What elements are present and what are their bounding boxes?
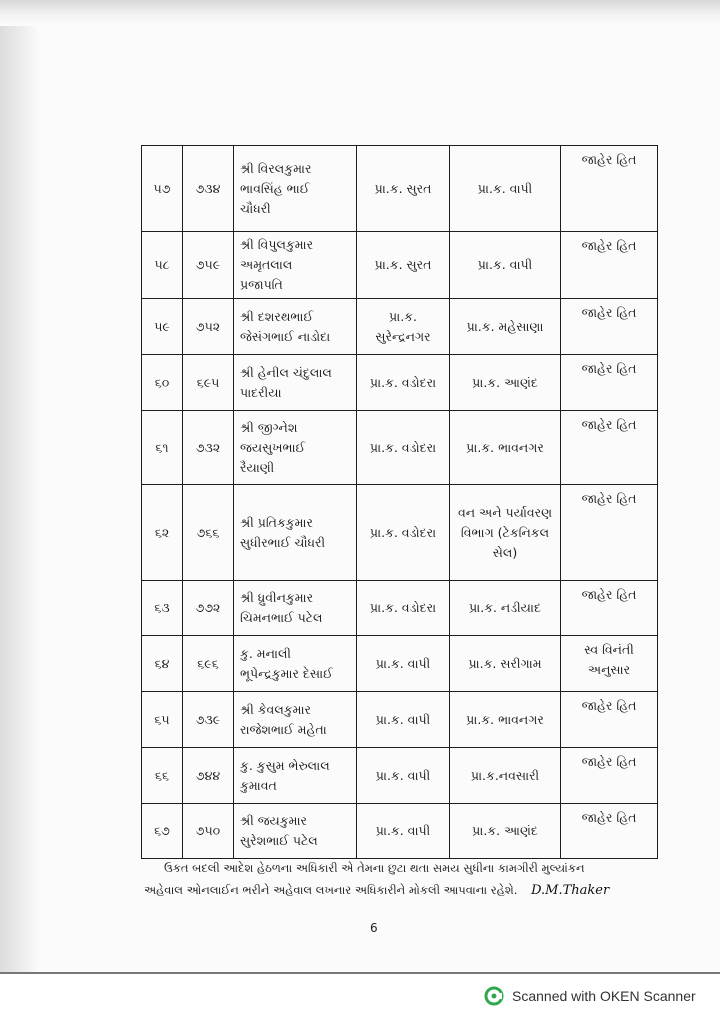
row-remark <box>561 804 658 859</box>
table-row <box>142 748 658 804</box>
row-employee-name <box>234 748 357 804</box>
row-employee-id: ૭૩૯ <box>183 692 234 748</box>
row-serial-number: ૬૬ <box>142 748 183 804</box>
employee-name-line: કુ. કુસુમ ભેરુલાલ <box>240 757 330 773</box>
employee-name-line: રૈયાણી <box>240 459 275 475</box>
row-employee-id: ૬૯૬ <box>183 636 234 692</box>
row-remark <box>561 299 658 355</box>
row-transfer-office: પ્રા.ક. નડીયાદ <box>450 581 561 636</box>
table-row <box>142 692 658 748</box>
row-serial-number: ૬૧ <box>142 411 183 485</box>
row-employee-id: ૭૪૪ <box>183 748 234 804</box>
employee-name-line: પાદરીયા <box>240 384 282 400</box>
row-current-office: પ્રા.ક. વાપી <box>357 636 450 692</box>
table-row <box>142 581 658 636</box>
row-transfer-office: પ્રા.ક. સરીગામ <box>450 636 561 692</box>
employee-name-line: શ્રી કેવલકુમાર <box>240 701 311 717</box>
employee-name-line: શ્રી વિપુલકુમાર <box>240 237 314 252</box>
row-current-office: પ્રા.ક. વાપી <box>357 748 450 804</box>
scanner-watermark <box>484 986 696 1006</box>
table-row <box>142 146 658 232</box>
row-remark <box>561 146 658 232</box>
row-employee-name <box>234 485 357 581</box>
employee-name-line: સુરેશભાઈ પટેલ <box>240 833 318 848</box>
row-employee-id: ૭૬૬ <box>183 485 234 581</box>
employee-name-line: ભૂપેન્દ્રકુમાર દેસાઈ <box>240 665 333 681</box>
row-serial-number: ૬૭ <box>142 804 183 859</box>
row-current-office: પ્રા.ક. વાપી <box>357 804 450 859</box>
row-remark <box>561 411 658 485</box>
employee-name-line: રાજેશભાઈ મહેતા <box>240 721 327 737</box>
footer-note-line-2-text: અહેવાલ ઓનલાઈન ભરીને અહેવાલ લખનાર અધિકારીને મોકલી આપવાના રહેશે. <box>144 883 518 897</box>
remark-line: જાહેર હિત <box>581 754 637 769</box>
table-row <box>142 804 658 859</box>
scanner-label: Scanned with OKEN Scanner <box>512 988 696 1004</box>
row-serial-number: ૬૦ <box>142 355 183 411</box>
row-current-office: પ્રા.ક. વડોદરા <box>357 355 450 411</box>
footer-note <box>144 857 664 902</box>
table-row <box>142 355 658 411</box>
row-serial-number: ૬૪ <box>142 636 183 692</box>
row-serial-number: ૫૮ <box>142 232 183 299</box>
remark-line: જાહેર હિત <box>581 587 637 602</box>
row-employee-id: ૭૩૪ <box>183 146 234 232</box>
remark-line: જાહેર હિત <box>581 491 637 506</box>
row-current-office: પ્રા.ક. વાપી <box>357 692 450 748</box>
page-fold-shadow <box>0 0 720 26</box>
row-transfer-office: પ્રા.ક. ભાવનગર <box>450 411 561 485</box>
employee-name-line: જયસુખભાઈ <box>240 439 306 455</box>
transfer-table-body <box>142 146 658 859</box>
footer-note-line-1: ઉકત બદલી આદેશ હેઠળના અધિકારી એ તેમના છુટા થતા સમય સુધીના કામગીરી મુલ્યાંકન <box>164 861 585 875</box>
row-employee-id: ૬૯૫ <box>183 355 234 411</box>
row-employee-name <box>234 299 357 355</box>
row-employee-id: ૭૫૨ <box>183 299 234 355</box>
table-row <box>142 485 658 581</box>
row-employee-name <box>234 804 357 859</box>
row-employee-id: ૭૫૯ <box>183 232 234 299</box>
employee-name-line: ચૌધરી <box>240 200 271 216</box>
page-number: 6 <box>370 921 378 935</box>
footer-note-line-2 <box>144 879 664 902</box>
employee-name-line: શ્રી વિરલકુમાર <box>240 160 312 176</box>
employee-name-line: શ્રી દશરથભાઈ <box>240 308 314 324</box>
row-remark <box>561 748 658 804</box>
remark-line: જાહેર હિત <box>581 361 637 376</box>
employee-name-line: કુ. મનાલી <box>240 645 291 661</box>
row-employee-name <box>234 581 357 636</box>
employee-name-line: જેસંગભાઈ નાડોદા <box>240 328 331 344</box>
row-transfer-office: પ્રા.ક. વાપી <box>450 146 561 232</box>
remark-line: જાહેર હિત <box>581 238 637 253</box>
remark-line: જાહેર હિત <box>581 698 637 713</box>
remark-line: જાહેર હિત <box>581 417 637 432</box>
row-remark <box>561 636 658 692</box>
remark-line: અનુસાર <box>587 662 631 677</box>
remark-line: સ્વ વિનંતી <box>584 642 634 657</box>
table-row <box>142 636 658 692</box>
employee-name-line: કુમાવત <box>240 777 277 793</box>
remark-line: જાહેર હિત <box>581 810 637 825</box>
row-remark <box>561 232 658 299</box>
row-employee-name <box>234 692 357 748</box>
row-current-office: પ્રા.ક. સુરત <box>357 232 450 299</box>
employee-name-line: શ્રી ધ્રુવીનકુમાર <box>240 590 314 605</box>
employee-name-line: ચિમનભાઈ પટેલ <box>240 610 323 625</box>
row-serial-number: ૫૯ <box>142 299 183 355</box>
employee-name-line: અમૃતલાલ <box>240 257 293 272</box>
employee-name-line: શ્રી જીગ્નેશ <box>240 419 298 435</box>
row-current-office: પ્રા.ક. વડોદરા <box>357 411 450 485</box>
row-transfer-office: પ્રા.ક. ભાવનગર <box>450 692 561 748</box>
row-transfer-office: વન અને પર્યાવરણ વિભાગ (ટેકનિકલ સેલ) <box>450 485 561 581</box>
row-current-office: પ્રા.ક. સુરત <box>357 146 450 232</box>
row-current-office: પ્રા.ક. સુરેન્દ્રનગર <box>357 299 450 355</box>
row-employee-name <box>234 355 357 411</box>
row-transfer-office: પ્રા.ક. આણંદ <box>450 804 561 859</box>
row-remark <box>561 692 658 748</box>
row-employee-name <box>234 146 357 232</box>
row-remark <box>561 485 658 581</box>
remark-line: જાહેર હિત <box>581 152 637 167</box>
row-current-office: પ્રા.ક. વડોદરા <box>357 485 450 581</box>
employee-name-line: ભાવસિંહ ભાઈ <box>240 180 310 196</box>
signature: D.M.Thaker <box>531 883 610 898</box>
row-transfer-office: પ્રા.ક. વાપી <box>450 232 561 299</box>
row-remark <box>561 355 658 411</box>
employee-name-line: શ્રી જયકુમાર <box>240 813 307 828</box>
employee-name-line: શ્રી પ્રતિકકુમાર <box>240 514 313 530</box>
table-row <box>142 411 658 485</box>
row-current-office: પ્રા.ક. વડોદરા <box>357 581 450 636</box>
row-employee-id: ૭૩૨ <box>183 411 234 485</box>
employee-name-line: સુધીરભાઈ ચૌધરી <box>240 534 326 550</box>
transfer-table <box>141 145 658 859</box>
row-employee-name <box>234 232 357 299</box>
table-row <box>142 299 658 355</box>
employee-name-line: શ્રી હેનીલ ચંદુલાલ <box>240 364 332 380</box>
row-employee-name <box>234 411 357 485</box>
row-employee-id: ૭૭૨ <box>183 581 234 636</box>
row-remark <box>561 581 658 636</box>
row-serial-number: ૬૨ <box>142 485 183 581</box>
row-transfer-office: પ્રા.ક. મહેસાણા <box>450 299 561 355</box>
employee-name-line: પ્રજાપતિ <box>240 277 283 292</box>
row-serial-number: ૬૫ <box>142 692 183 748</box>
row-employee-id: ૭૫૦ <box>183 804 234 859</box>
page-edge-shadow <box>0 26 40 981</box>
row-serial-number: ૫૭ <box>142 146 183 232</box>
row-transfer-office: પ્રા.ક. આણંદ <box>450 355 561 411</box>
table-row <box>142 232 658 299</box>
row-employee-name <box>234 636 357 692</box>
row-serial-number: ૬૩ <box>142 581 183 636</box>
remark-line: જાહેર હિત <box>581 305 637 320</box>
row-transfer-office: પ્રા.ક.નવસારી <box>450 748 561 804</box>
oken-scanner-icon <box>484 986 504 1006</box>
